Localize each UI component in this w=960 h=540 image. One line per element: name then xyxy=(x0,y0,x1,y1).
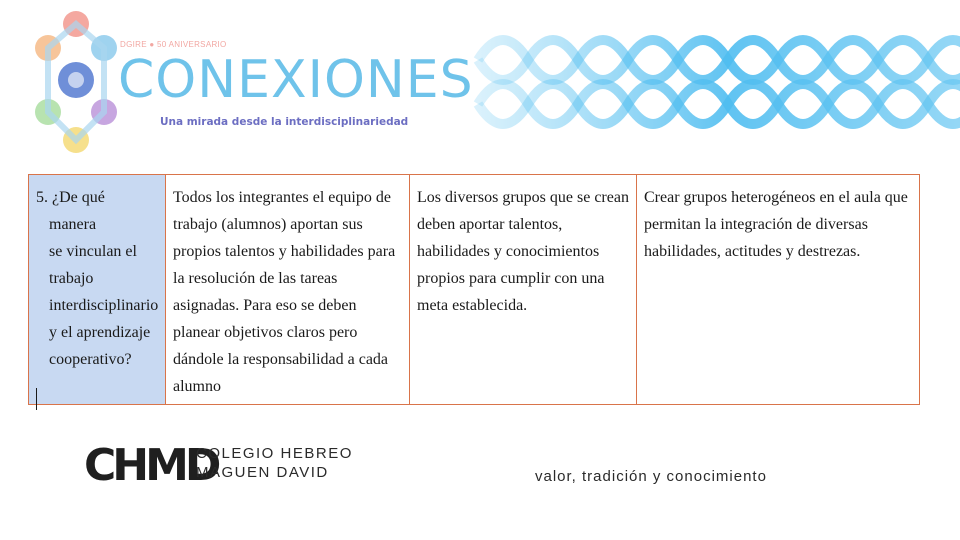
brand-subtitle: Una mirada desde la interdisciplinariedad xyxy=(160,116,409,128)
text-cursor xyxy=(36,388,37,410)
brand-title: CONEXIONES xyxy=(118,50,474,110)
content-table xyxy=(28,174,920,405)
conexiones-logo-icon xyxy=(30,8,122,158)
question-line: y el aprendizaje xyxy=(49,324,151,341)
chmd-logo-text: CHMD xyxy=(84,440,218,491)
answer-cell-classroom: Crear grupos heterogéneos en el aula que permitan la integración de diversas habilidades, actitudes y destrezas. xyxy=(637,175,920,405)
question-line: interdisciplinario xyxy=(49,297,159,314)
answer-cell-groups: Los diversos grupos que se crean deben aportar talentos, habilidades y conocimientos propios para cumplir con una meta establecida. xyxy=(410,175,637,405)
decorative-wave-banner xyxy=(478,20,944,144)
answer-cell-team: Todos los integrantes el equipo de trabajo (alumnos) aportan sus propios talentos y habilidades para la resolución de las tareas asignadas. Para eso se deben planear objetivos claros pero dándole la responsabilidad a cada alumno xyxy=(166,175,410,405)
question-line: se vinculan el xyxy=(49,243,137,260)
table-row xyxy=(29,175,920,405)
school-name-line1: COLEGIO HEBREO xyxy=(196,445,353,462)
question-line: 5. ¿De qué xyxy=(36,189,105,206)
school-motto: valor, tradición y conocimiento xyxy=(535,468,767,485)
school-name xyxy=(196,444,353,482)
question-line: cooperativo? xyxy=(49,351,132,368)
question-line: trabajo xyxy=(49,270,94,287)
question-cell xyxy=(29,175,166,405)
school-name-line2: MAGUEN DAVID xyxy=(196,464,329,481)
chmd-logo-icon xyxy=(84,440,218,491)
event-tag: DGIRE ● 50 ANIVERSARIO xyxy=(120,40,227,49)
question-line: manera xyxy=(49,216,97,233)
